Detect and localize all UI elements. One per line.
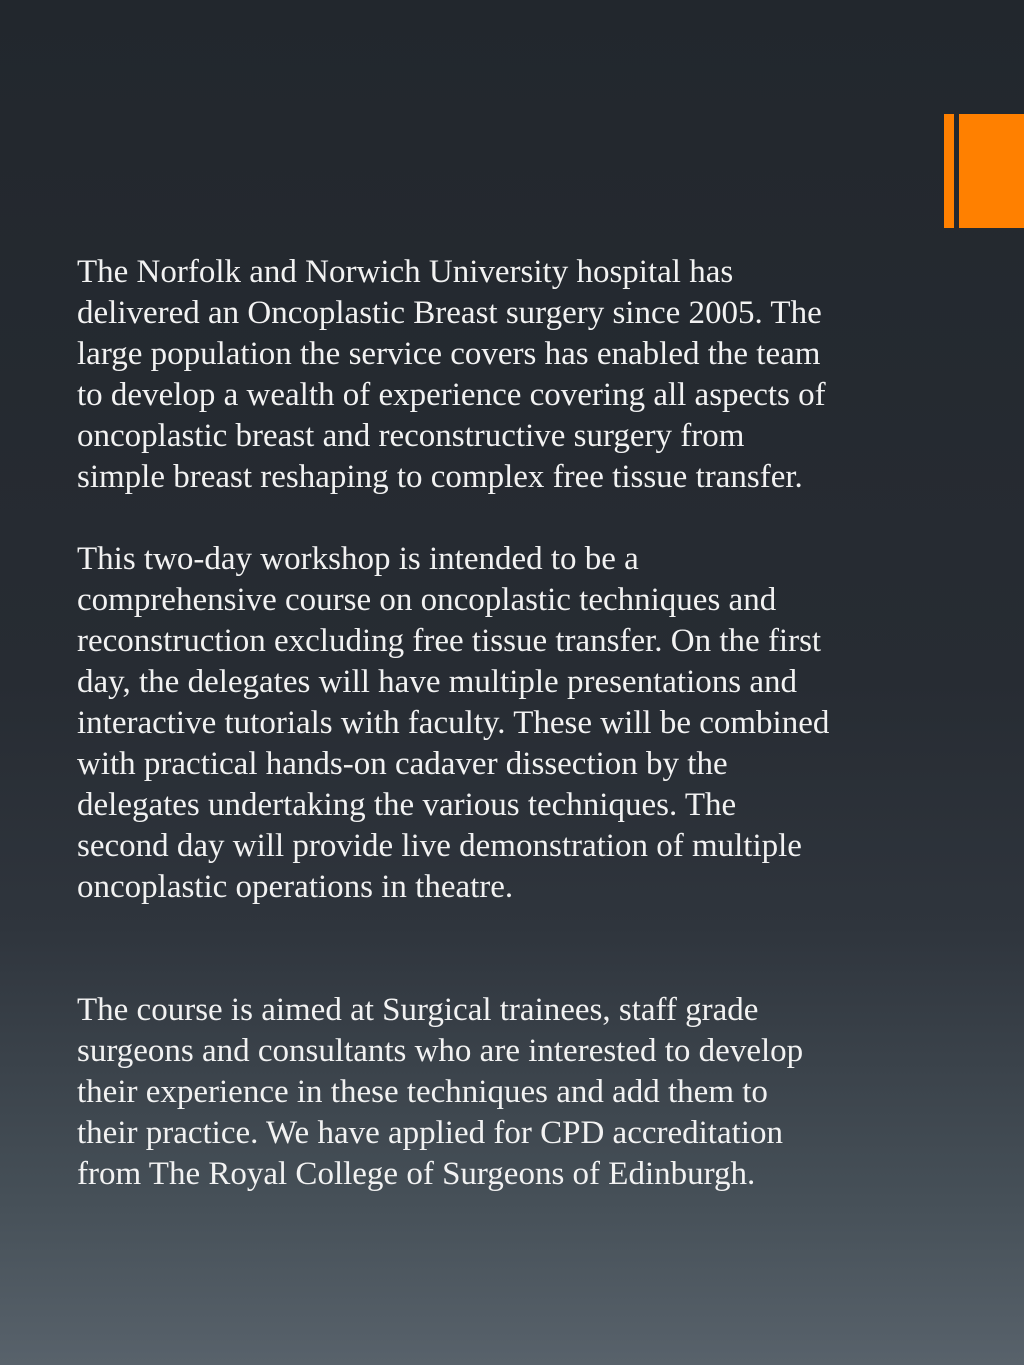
accent-bar-wide [959,114,1024,228]
slide-body [77,252,947,1195]
accent-bar-thin [944,114,954,228]
paragraph-hospital-intro: The Norfolk and Norwich University hospital has delivered an Oncoplastic Breast surgery since 2005. The large population the service covers has enabled the team to develop a wealth of experience covering all aspects of oncoplastic breast and reconstructive surgery from simple breast reshaping to complex free tissue transfer. [77,254,826,495]
paragraph-target-audience: The course is aimed at Surgical trainees, staff grade surgeons and consultants who are interested to develop their experience in these techniques and add them to their practice. We have applied for CPD accreditation from The Royal College of Surgeons of Edinburgh. [77,992,804,1192]
paragraph-workshop-description: This two-day workshop is intended to be a comprehensive course on oncoplastic techniques and reconstruction excluding free tissue transfer. On the first day, the delegates will have multiple presentations and interactive tutorials with faculty. These will be combined with practical hands-on cadaver dissection by the delegates undertaking the various techniques. The second day will provide live demonstration of multiple oncoplastic operations in theatre. [77,541,830,905]
